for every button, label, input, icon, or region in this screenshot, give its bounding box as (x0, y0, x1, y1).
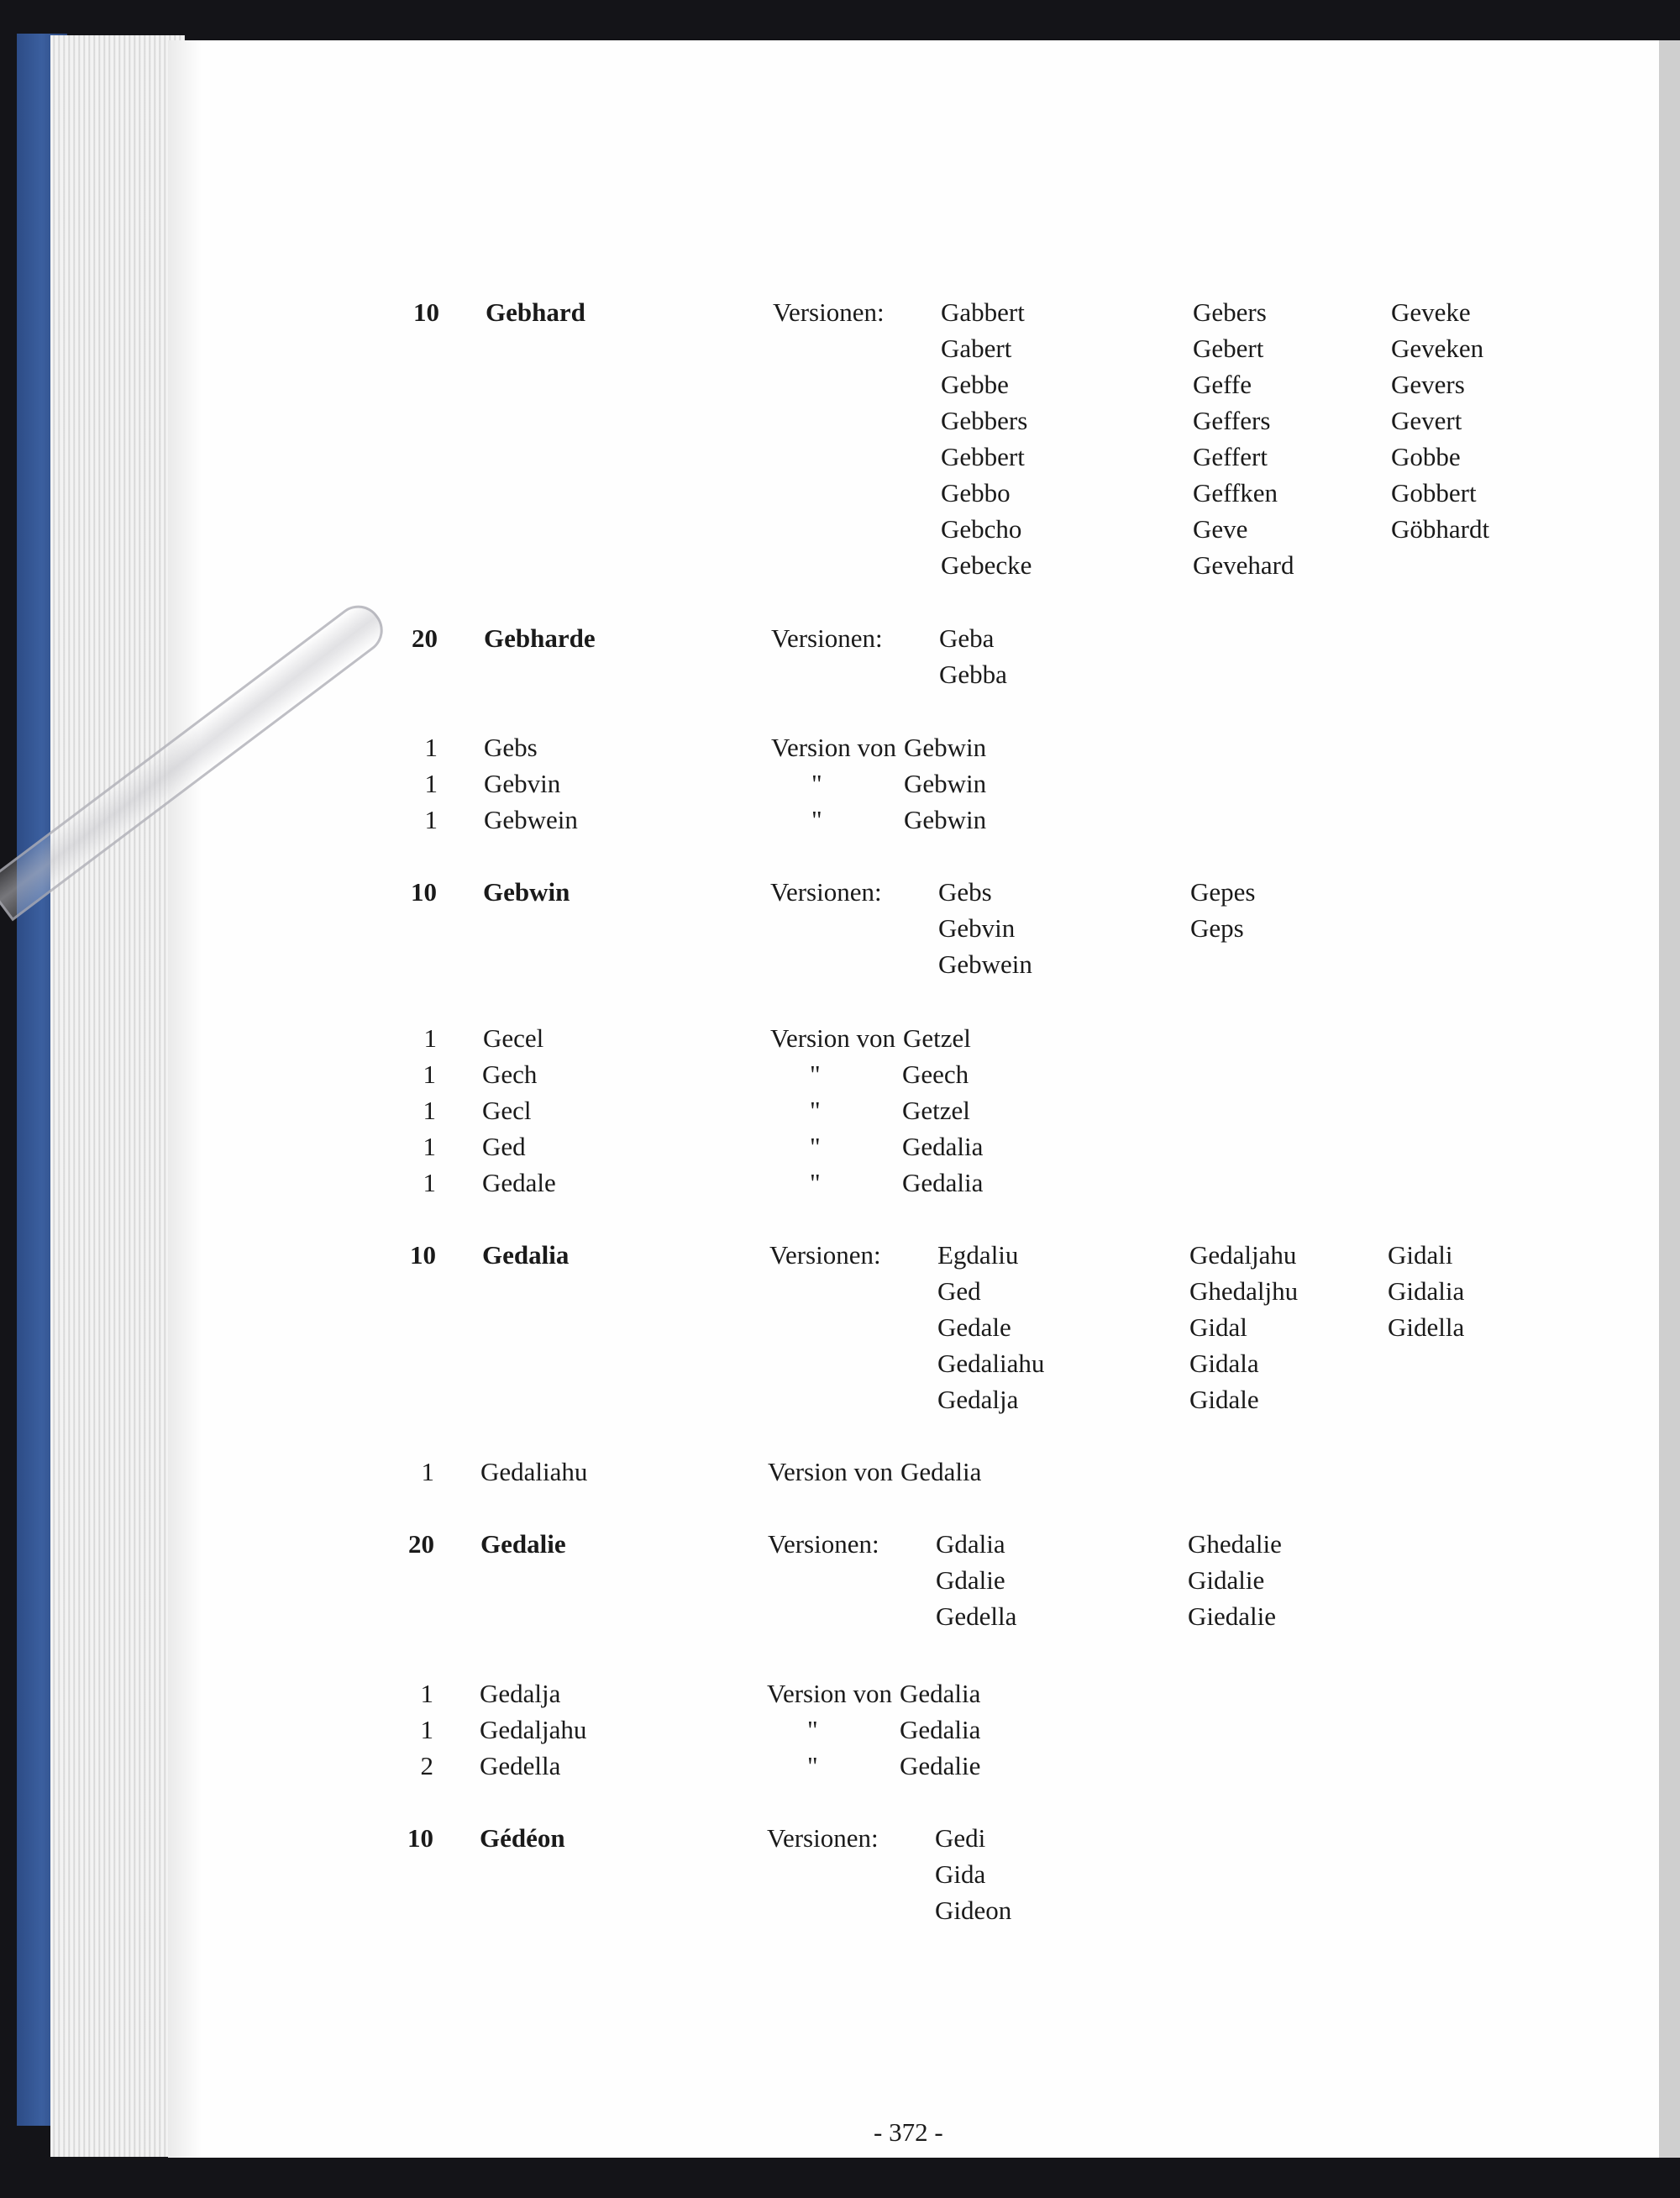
version-name: Gebs (938, 877, 992, 907)
version-name: Gevers (1391, 370, 1465, 399)
version-name: Gobbe (1391, 442, 1461, 471)
entry-count: 1 (424, 769, 438, 798)
ditto-mark: " (810, 1168, 821, 1197)
entry-name: Gedella (480, 1751, 561, 1780)
entry-count: 10 (413, 297, 439, 327)
entry-count: 2 (420, 1751, 433, 1780)
version-name: Ghedaljhu (1189, 1276, 1299, 1306)
entry-name: Gebhard (486, 297, 585, 327)
version-name: Gebvin (938, 913, 1016, 943)
version-name: Gebecke (941, 550, 1032, 580)
entry-name: Gebs (484, 733, 538, 762)
reference-name: Gedalia (900, 1679, 981, 1708)
version-of-label: Version von (771, 733, 896, 762)
version-name: Geffert (1193, 442, 1268, 471)
entry-count: 20 (408, 1529, 434, 1559)
reference-name: Getzel (903, 1023, 971, 1053)
entry-name: Gebwein (484, 805, 578, 834)
version-name: Gedi (935, 1823, 986, 1853)
entry-count: 1 (424, 805, 438, 834)
version-name: Gidalia (1388, 1276, 1465, 1306)
version-name: Gidale (1189, 1385, 1259, 1414)
version-name: Gabbert (941, 297, 1025, 327)
version-name: Egdaliu (937, 1240, 1019, 1270)
entry-name: Gech (482, 1060, 538, 1089)
entry-count: 1 (423, 1060, 436, 1089)
version-name: Giedalie (1188, 1601, 1277, 1631)
versions-label: Versionen: (771, 623, 883, 653)
entry-count: 10 (407, 1823, 433, 1853)
entry-name: Gecel (483, 1023, 544, 1053)
reference-name: Gebwin (904, 805, 987, 834)
versions-label: Versionen: (768, 1529, 879, 1559)
version-name: Gebbo (941, 478, 1011, 507)
entry-count: 10 (410, 1240, 436, 1270)
page-edges (50, 35, 185, 2157)
version-name: Gidal (1189, 1312, 1247, 1342)
entry-count: 1 (423, 1168, 436, 1197)
ditto-mark: " (810, 1132, 821, 1161)
version-name: Geffe (1193, 370, 1252, 399)
reference-name: Geech (902, 1060, 969, 1089)
version-name: Gedale (937, 1312, 1011, 1342)
version-name: Gebba (939, 660, 1007, 689)
entry-count: 1 (420, 1679, 433, 1708)
ditto-mark: " (810, 1060, 821, 1089)
entry-count: 1 (424, 733, 438, 762)
version-name: Geffken (1193, 478, 1278, 507)
version-name: Gdalie (936, 1565, 1005, 1595)
version-name: Gebwein (938, 949, 1032, 979)
ditto-mark: " (811, 805, 822, 834)
version-name: Gdalia (936, 1529, 1005, 1559)
reference-name: Getzel (902, 1096, 970, 1125)
versions-label: Versionen: (767, 1823, 879, 1853)
ditto-mark: " (810, 1096, 821, 1125)
reference-name: Gedalia (900, 1457, 982, 1486)
version-name: Gebbe (941, 370, 1009, 399)
reference-name: Gedalia (900, 1715, 981, 1744)
version-name: Gedalja (937, 1385, 1019, 1414)
version-of-label: Version von (770, 1023, 895, 1053)
entry-name: Gebharde (484, 623, 596, 653)
version-name: Gedaljahu (1189, 1240, 1297, 1270)
entry-name: Gecl (482, 1096, 532, 1125)
versions-label: Versionen: (770, 877, 882, 907)
entry-name: Ged (482, 1132, 526, 1161)
entry-count: 1 (423, 1132, 436, 1161)
version-name: Gedaliahu (937, 1349, 1045, 1378)
version-name: Ghedalie (1188, 1529, 1282, 1559)
version-name: Geffers (1193, 406, 1271, 435)
entry-count: 1 (423, 1096, 436, 1125)
version-name: Geba (939, 623, 995, 653)
version-name: Gepes (1190, 877, 1256, 907)
entry-count: 20 (412, 623, 438, 653)
entry-name: Gedalie (480, 1529, 566, 1559)
reference-name: Gedalie (900, 1751, 981, 1780)
version-name: Gebert (1193, 334, 1264, 363)
version-name: Gida (935, 1859, 986, 1889)
entry-count: 10 (411, 877, 437, 907)
entry-name: Gedalia (482, 1240, 570, 1270)
entry-name: Gedaliahu (480, 1457, 588, 1486)
version-name: Ged (937, 1276, 981, 1306)
page-number: - 372 - (874, 2117, 943, 2147)
version-name: Gidala (1189, 1349, 1259, 1378)
version-name: Göbhardt (1391, 514, 1490, 544)
version-name: Gobbert (1391, 478, 1477, 507)
book-cover-right (1656, 40, 1680, 2158)
version-name: Gedella (936, 1601, 1017, 1631)
version-name: Gidali (1388, 1240, 1453, 1270)
version-name: Gevert (1391, 406, 1462, 435)
entry-name: Gédéon (480, 1823, 565, 1853)
version-of-label: Version von (767, 1679, 892, 1708)
entry-name: Gebwin (483, 877, 570, 907)
version-name: Geveken (1391, 334, 1484, 363)
entry-name: Gedalja (480, 1679, 561, 1708)
reference-name: Gedalia (902, 1132, 984, 1161)
entry-name: Gedaljahu (480, 1715, 587, 1744)
reference-name: Gedalia (902, 1168, 984, 1197)
version-name: Gebbert (941, 442, 1025, 471)
version-name: Gebbers (941, 406, 1028, 435)
ditto-mark: " (811, 769, 822, 798)
ditto-mark: " (807, 1751, 818, 1780)
version-name: Geveke (1391, 297, 1471, 327)
ditto-mark: " (807, 1715, 818, 1744)
version-name: Gideon (935, 1896, 1012, 1925)
reference-name: Gebwin (904, 733, 987, 762)
entry-name: Gebvin (484, 769, 561, 798)
entry-count: 1 (423, 1023, 437, 1053)
entry-name: Gedale (482, 1168, 556, 1197)
version-name: Geps (1190, 913, 1244, 943)
version-name: Gebcho (941, 514, 1022, 544)
version-of-label: Version von (768, 1457, 893, 1486)
reference-name: Gebwin (904, 769, 987, 798)
version-name: Gidella (1388, 1312, 1465, 1342)
version-name: Gabert (941, 334, 1012, 363)
version-name: Gidalie (1188, 1565, 1265, 1595)
version-name: Gevehard (1193, 550, 1294, 580)
versions-label: Versionen: (769, 1240, 881, 1270)
entry-count: 1 (420, 1715, 433, 1744)
versions-label: Versionen: (773, 297, 885, 327)
entry-count: 1 (421, 1457, 434, 1486)
version-name: Gebers (1193, 297, 1267, 327)
version-name: Geve (1193, 514, 1248, 544)
